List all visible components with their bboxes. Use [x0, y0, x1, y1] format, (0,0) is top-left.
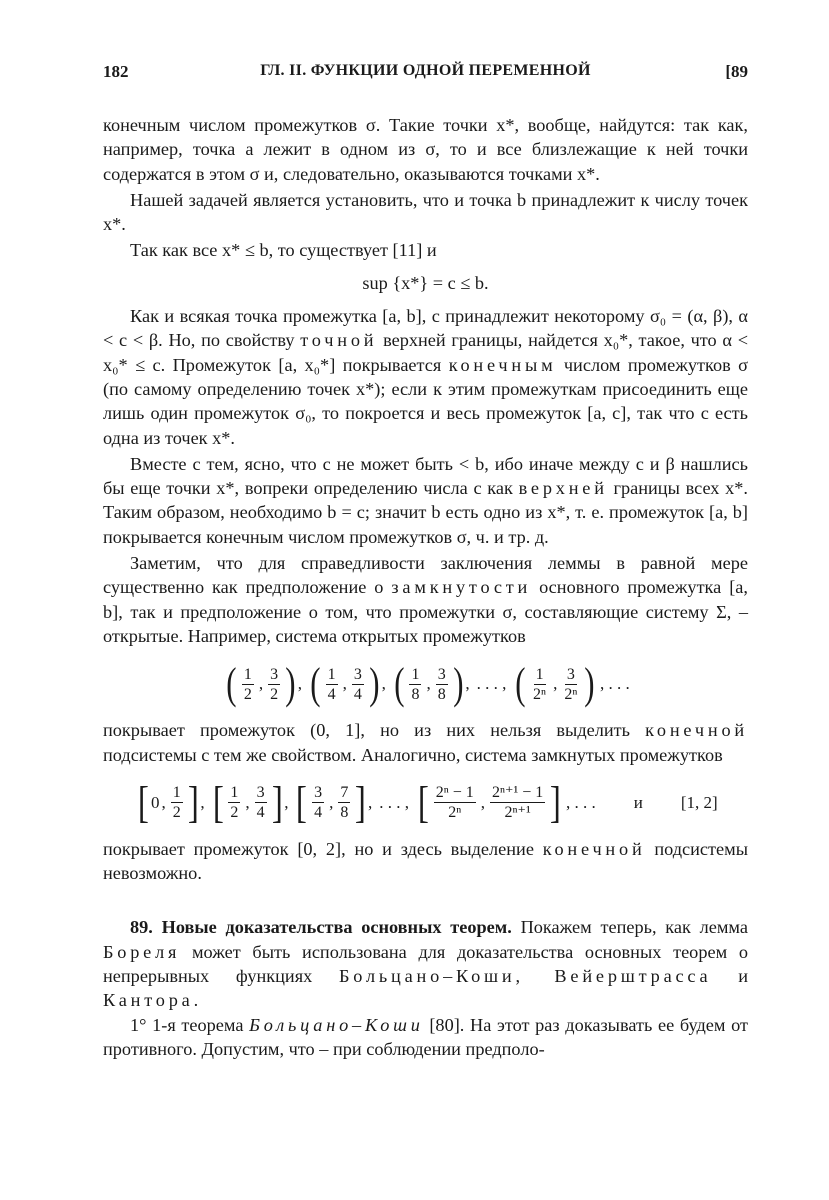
open-interval: ( $\frac{1}{4}$ , $\frac{3}{4}$ ) ,	[310, 659, 386, 709]
closed-interval: [ $\frac{3}{4}$ , $\frac{7}{8}$ ] ,	[296, 777, 373, 827]
closed-interval: [ $\frac{1}{2}$ , $\frac{3}{4}$ ] ,	[212, 777, 289, 827]
section-heading: 89. Новые доказательства основных теорем.	[130, 917, 512, 938]
closed-interval-1-2: [1, 2]	[680, 792, 718, 812]
closed-interval: [ $\frac{\text{2ⁿ − 1}}{\text{2ⁿ}}$ , $\frac{\text{2ⁿ⁺¹ − 1}}{\text{2ⁿ⁺¹}}$ ]	[417, 777, 562, 827]
text-run: границы всех x*. Таким образом, необходимо b = c; значит b есть одно из x*, т. е. промежуток [a, b] покрывается конечным числом промежутков σ, ч. и тр. д.	[103, 478, 749, 547]
text-run: [80]. На этот раз доказывать ее будем от противного. Допустим, что – при соблюдении предполо-	[103, 1014, 748, 1059]
running-head: ГЛ. II. ФУНКЦИИ ОДНОЙ ПЕРЕМЕННОЙ	[260, 62, 591, 79]
ellipsis: . . . ,	[379, 792, 410, 812]
text-run: Как и всякая точка промежутка [a, b], c принадлежит некоторому σ₀ = (α, β), α < c < β. Но, по свойству	[103, 306, 748, 351]
text-run: .	[193, 990, 199, 1011]
closed-interval: [ 0 , $\frac{1}{2}$ ] ,	[138, 777, 205, 827]
paragraph	[103, 718, 748, 767]
ellipsis: , . . .	[565, 792, 596, 812]
spaced-emphasis: Больцано–Коши, Вейерштрасса	[339, 966, 712, 987]
section-89-paragraph	[103, 915, 748, 1012]
spaced-emphasis: конечным	[448, 354, 557, 375]
text-run: числом промежутков σ (по самому определению точек x*); если к этим промежуткам присоединить еще лишь один промежуток σ₀, то покроется и весь промежуток [a, c], так что c есть одна из точек x*.	[103, 354, 748, 448]
paragraph	[103, 304, 748, 450]
text-run: Заметим, что для справедливости заключения леммы в равной мере существенно как предположение о	[103, 553, 748, 598]
formula-sup: sup {x*} = c ≤ b.	[362, 272, 489, 293]
page-number: 182	[103, 62, 129, 81]
section-marker: [89	[725, 62, 748, 81]
paragraph	[103, 452, 748, 549]
spaced-emphasis: Кантора	[103, 990, 194, 1011]
paragraph	[103, 551, 748, 648]
paragraph: Так как все x* ≤ b, то существует [11] и	[130, 240, 437, 261]
text-run: и	[711, 966, 748, 987]
text-run: 1° 1-я теорема	[130, 1014, 250, 1035]
text-run: подсистемы невозможно.	[103, 838, 748, 884]
text-run: покрывает промежуток (0, 1], но из них нельзя выделить	[103, 720, 646, 741]
text-run: Вместе с тем, ясно, что c не может быть < b, ибо иначе между c и β нашлись бы еще точки x*, вопреки определению числа c как	[103, 453, 748, 499]
ellipsis: . . . ,	[476, 674, 507, 694]
text-run: основного промежутка [a, b], так и предположение о том, что промежутки σ, составляющие систему Σ, – открытые. Например, система открытых промежутков	[103, 577, 748, 646]
spaced-emphasis: верхней	[518, 478, 608, 499]
ellipsis: , . . .	[600, 674, 630, 694]
spaced-emphasis: конечной	[645, 720, 748, 741]
text-run: подсистемы с тем же свойством. Аналогично, система замкнутых промежутков	[103, 744, 723, 765]
spaced-emphasis: точной	[300, 330, 378, 351]
open-interval: ( $\frac{1}{\text{2ⁿ}}$ , $\frac{3}{\text{2ⁿ}}$ )	[515, 659, 595, 709]
open-interval: ( $\frac{1}{8}$ , $\frac{3}{8}$ ) ,	[394, 659, 470, 709]
open-intervals-display	[103, 659, 748, 709]
paragraph	[103, 1013, 748, 1062]
spaced-emphasis: конечной	[542, 838, 646, 859]
closed-intervals-display	[103, 777, 748, 827]
paragraph: конечным числом промежутков σ. Такие точки x*, вообще, найдутся: так как, например, точка a лежит в одном из σ, то и все близлежащие к ней точки содержатся в этом σ и, следовательно, оказываются точками x*.	[103, 115, 748, 184]
paragraph	[103, 837, 748, 886]
page-header	[103, 62, 748, 88]
open-interval: ( $\frac{1}{2}$ , $\frac{3}{2}$ ) ,	[226, 659, 303, 709]
text-run: верхней границы, найдется x₀*, такое, что α < x₀* ≤ c. Промежуток [a, x₀*] покрывается	[103, 330, 748, 375]
text-run: может быть использована для доказательства основных теорем о непрерывных функциях	[103, 941, 748, 987]
spaced-emphasis: замкнутости	[391, 577, 532, 598]
text-run: покрывает промежуток [0, 2], но и здесь выделение	[103, 838, 543, 859]
spaced-emphasis: Больцано–Коши	[249, 1014, 424, 1035]
conjunction: и	[633, 792, 643, 812]
page-body	[103, 113, 748, 1061]
spaced-emphasis: Бореля	[103, 941, 181, 962]
paragraph: Нашей задачей является установить, что и точка b принадлежит к числу точек x*.	[103, 189, 748, 235]
text-run: Покажем теперь, как лемма	[511, 917, 748, 938]
